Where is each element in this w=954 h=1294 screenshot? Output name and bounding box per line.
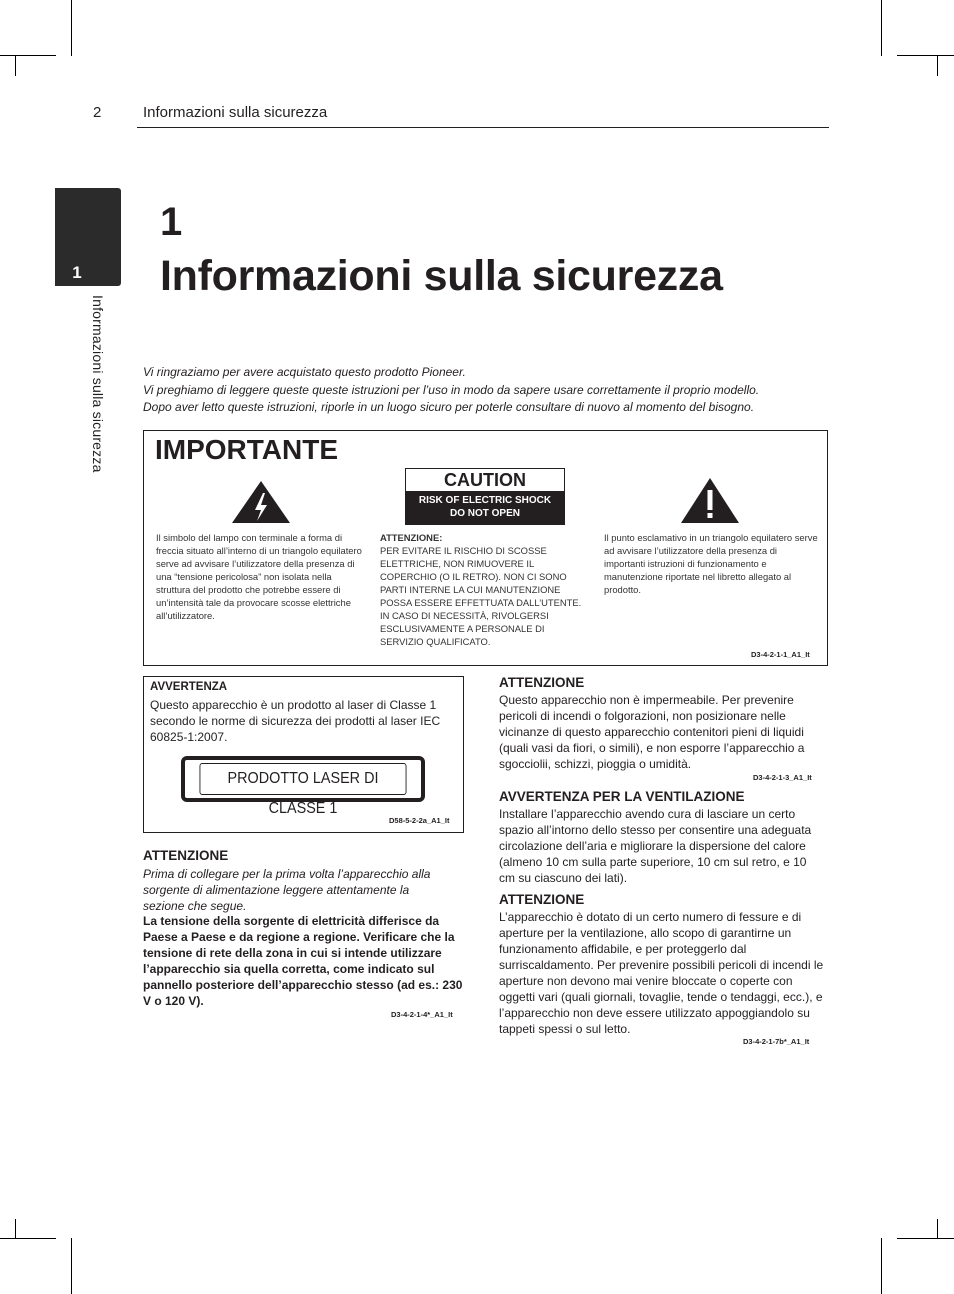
intro-line: Vi preghiamo di leggere queste queste istruzioni per l’uso in modo da sapere usare correttamente il proprio modello. — [143, 383, 760, 397]
exclamation-warning-icon — [679, 476, 741, 525]
attenzione-heading: ATTENZIONE — [499, 675, 585, 690]
crop-mark — [881, 0, 882, 56]
caution-title: CAUTION — [444, 470, 526, 490]
crop-mark — [937, 55, 938, 76]
attenzione-left-italic: Prima di collegare per la prima volta l’apparecchio alla sorgente di alimentazione leggere attentamente la sezione che segue. — [143, 867, 431, 913]
crop-mark — [881, 1238, 882, 1294]
attenzione-text: Questo apparecchio non è impermeabile. Per prevenire pericoli di incendi o folgorazioni, non posizionare nelle vicinanze di questo apparecchio contenitori pieni di liquidi (quali vasi da fiori, o simili), e non esporre l’apparecchio a sgocciolii, schizzi, pioggia o umidità. — [499, 693, 805, 771]
caution-line: DO NOT OPEN — [449, 508, 520, 519]
reference-code: D3-4-2-1-4*_A1_It — [391, 1010, 453, 1019]
avvertenza-text: Questo apparecchio è un prodotto al laser di Classe 1 secondo le norme di sicurezza dei prodotti al laser IEC 60825-1:2007. — [150, 698, 441, 744]
ventilazione-heading: AVVERTENZA PER LA VENTILAZIONE — [499, 789, 745, 804]
ventilazione-text: Installare l’apparecchio avendo cura di lasciare un certo spazio all’intorno dello stesso per consentire una adeguata circolazione dell’aria e migliorare la dispersione del calore (almeno 10 cm sulla parte superiore, 10 cm sul retro, e 10 cm su ciascuno dei lati). — [499, 807, 812, 885]
attenzione-heading: ATTENZIONE: — [380, 532, 443, 543]
crop-mark — [897, 55, 954, 56]
page-number: 2 — [93, 104, 102, 121]
reference-code: D3-4-2-1-3_A1_It — [753, 773, 812, 782]
header-rule — [137, 127, 829, 128]
crop-mark — [15, 55, 16, 76]
chapter-tab-number: 1 — [72, 263, 82, 282]
crop-mark — [71, 0, 72, 56]
reference-code: D3-4-2-1-7b*_A1_It — [743, 1037, 810, 1046]
attenzione-text: L’apparecchio è dotato di un certo numero di fessure e di aperture per la ventilazione, allo scopo di garantirne un funzionamento affidabile, e per proteggerlo dal surriscaldamento. Per prevenire possibili pericoli di incendi le aperture non devono mai venire bloccate o coperte con oggetti vari (quali giornali, tovaglie, tende o tendaggi, ecc.), e l’apparecchio non deve essere utilizzato appoggiandolo su tappeti spessi o sul letto. — [499, 910, 824, 1036]
caution-line: RISK OF ELECTRIC SHOCK — [418, 495, 552, 506]
reference-code: D58-5-2-2a_A1_It — [389, 816, 450, 825]
crop-mark — [71, 1238, 72, 1294]
crop-mark — [0, 55, 56, 56]
laser-class-text: PRODOTTO LASER DI CLASSE 1 — [200, 763, 407, 795]
chapter-number: 1 — [160, 200, 183, 244]
chapter-tab-label: Informazioni sulla sicurezza — [90, 295, 106, 473]
running-header: Informazioni sulla sicurezza — [143, 104, 328, 121]
caution-label — [405, 468, 565, 525]
attenzione-text: PER EVITARE IL RISCHIO DI SCOSSE ELETTRICHE, NON RIMUOVERE IL COPERCHIO (O IL RETRO). NON CI SONO PARTI INTERNE LA CUI MANUTENZIONE POSSA ESSERE EFFETTUATA DALL’UTENTE. IN CASO DI NECESSITÀ, RIVOLGERSI ESCLUSIVAMENTE A PERSONALE DI SERVIZIO QUALIFICATO. — [380, 545, 582, 647]
crop-mark — [15, 1219, 16, 1239]
intro-line: Vi ringraziamo per avere acquistato questo prodotto Pioneer. — [143, 365, 466, 379]
crop-mark — [937, 1219, 938, 1239]
avvertenza-heading: AVVERTENZA — [150, 681, 228, 693]
reference-code: D3-4-2-1-1_A1_It — [751, 650, 810, 659]
caution-subtext — [406, 491, 564, 524]
chapter-title: Informazioni sulla sicurezza — [160, 252, 723, 300]
exclamation-symbol-text: Il punto esclamativo in un triangolo equilatero serve ad avvisare l’utilizzatore della presenza di importanti istruzioni di funzionamento e manutenzione riportate nel libretto allegato al prodotto. — [604, 532, 818, 595]
lightning-symbol-text: Il simbolo del lampo con terminale a forma di freccia situato all’interno di un triangolo equilatero serve ad avvisare l’utilizzatore della presenza di una “tensione pericolosa” non isolata nella struttura del prodotto che potrebbe essere di un’intensità tale da provocare scosse elettriche all’utilizzatore. — [156, 532, 362, 621]
crop-mark — [897, 1238, 954, 1239]
intro-line: Dopo aver letto queste istruzioni, riporle in un luogo sicuro per poterle consultare di nuovo al momento del bisogno. — [143, 400, 755, 414]
importante-title: IMPORTANTE — [155, 434, 339, 465]
lightning-warning-icon — [230, 479, 292, 525]
attenzione-heading: ATTENZIONE — [499, 892, 585, 907]
laser-class-label — [181, 756, 425, 817]
attenzione-left-heading: ATTENZIONE — [143, 848, 229, 863]
crop-mark — [0, 1238, 56, 1239]
attenzione-left-bold: La tensione della sorgente di elettricità differisce da Paese a Paese e da regione a regione. Verificare che la tensione di rete della zona in cui si intende utilizzare l’apparecchio sia quella corretta, come indicato sul pannello posteriore dell’apparecchio stesso (ad es.: 230 V o 120 V). — [143, 914, 463, 1008]
